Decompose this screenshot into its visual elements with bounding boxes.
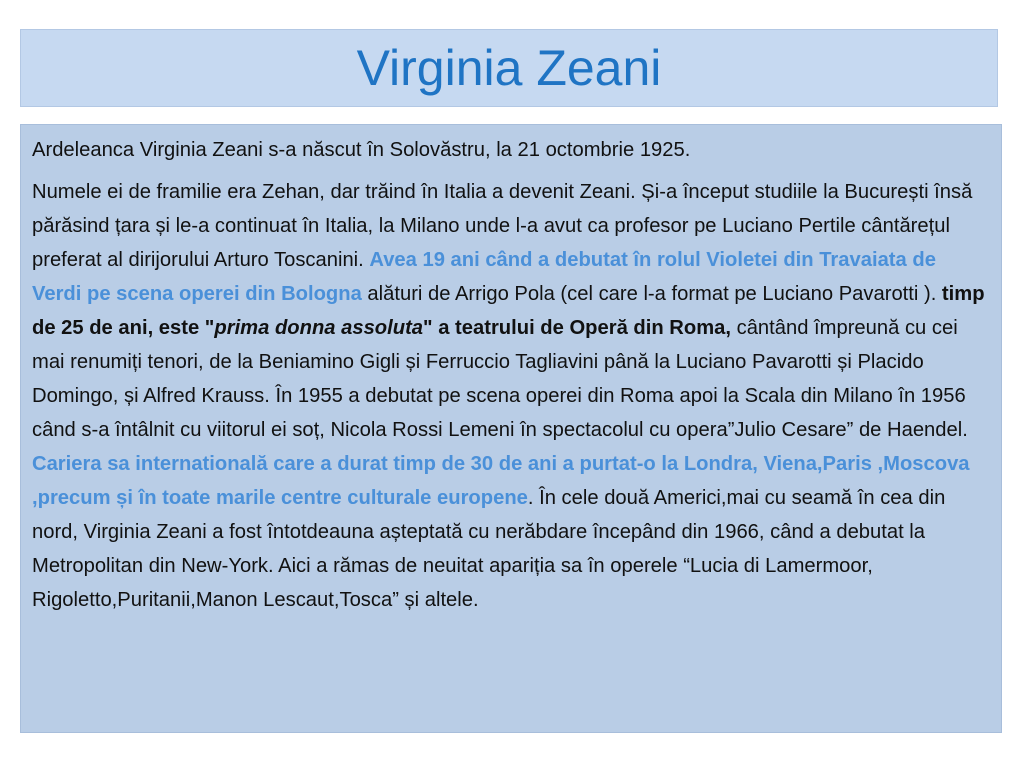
slide-title: Virginia Zeani: [356, 40, 662, 96]
text-segment: Numele ei de framilie era Zehan, dar trăind în Italia a devenit Zeani. Și-a început studiile la București însă părăsind țara și le-a continuat în Italia, la Milano unde l-a avut ca profesor pe Luciano Pertile cântărețul preferat al dirijorului Arturo Toscanini.: [32, 181, 973, 271]
title-bar: [20, 29, 998, 107]
text-segment: alături de Arrigo Pola (cel care l-a format pe Luciano Pavarotti ).: [361, 283, 942, 305]
paragraph-intro: Ardeleanca Virginia Zeani s-a născut în Solovăstru, la 21 octombrie 1925.: [32, 139, 691, 161]
highlight-debut: Avea 19 ani când a debutat în rolul Violetei din Travaiata de Verdi pe scena operei din Bologna: [32, 249, 936, 305]
bold-italic-segment: prima donna assoluta: [214, 317, 424, 339]
bold-segment: " a teatrului de Operă din Roma: [423, 317, 726, 339]
highlight-career: Cariera sa internatională care a durat timp de 30 de ani a purtat-o la Londra, Viena,Paris ,Moscova ,precum și în toate marile centre culturale europene: [32, 453, 970, 509]
bold-segment: timp de 25 de ani, este ": [32, 283, 985, 339]
underlined-comma: ,: [725, 317, 731, 339]
paragraph-biography: [32, 175, 989, 617]
text-segment: cântând împreună cu cei mai renumiți tenori, de la Beniamino Gigli și Ferruccio Tagliavini până la Luciano Pavarotti și Placido Domingo, și Alfred Krauss. În 1955 a debutat pe scena operei din Roma apoi la Scala din Milano în 1956 când s-a întâlnit cu viitorul ei soț, Nicola Rossi Lemeni în spectacolul cu opera”Julio Cesare” de Haendel.: [32, 317, 968, 441]
content-box: [20, 124, 1002, 733]
text-segment: . În cele două Americi,mai cu seamă în cea din nord, Virginia Zeani a fost întotdeauna așteptată cu nerăbdare începând din 1966, când a debutat la Metropolitan din New-York. Aici a rămas de neuitat apariția sa în operele “Lucia di Lamermoor, Rigoletto,Puritanii,Manon Lescaut,Tosca” și altele.: [32, 487, 946, 611]
